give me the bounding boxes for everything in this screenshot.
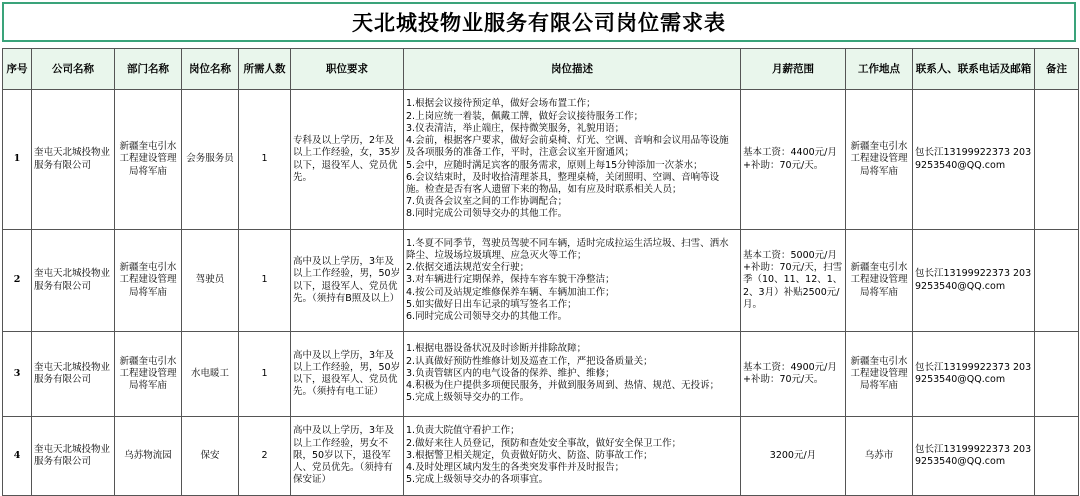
cell-position: 保安 bbox=[182, 417, 239, 496]
list-item: 8.同时完成公司领导交办的其他工作。 bbox=[406, 208, 568, 220]
cell-position: 会务服务员 bbox=[182, 90, 239, 230]
list-item: 2.做好来往人员登记，预防和查处安全事故，做好安全保卫工作； bbox=[406, 437, 682, 449]
list-item: 5.会中，应随时满足宾客的服务需求，原则上每15分钟添加一次茶水； bbox=[406, 159, 703, 171]
list-item: 4.会前，根据客户要求，做好会前桌椅、灯光、空调、音响和会议用品等设施及各项服务的准备工作，平时，注意会议室开窗通风； bbox=[406, 135, 729, 159]
list-item: 5.完成上级领导交办的各项事宜。 bbox=[406, 474, 549, 486]
cell-remark bbox=[1035, 417, 1079, 496]
list-item: 4.积极为住户提供多项便民服务，并做到服务周到、热情、规范、无投诉； bbox=[406, 380, 720, 392]
cell-company: 奎屯天北城投物业服务有限公司 bbox=[32, 417, 115, 496]
list-item: 3.根据警卫相关规定，负责做好防火、防盗、防事故工作； bbox=[406, 449, 653, 461]
header-requirement: 职位要求 bbox=[291, 49, 404, 90]
list-item: 2.上岗应统一着装，佩戴工牌，做好会议接待服务工作； bbox=[406, 110, 644, 122]
cell-description bbox=[404, 90, 741, 230]
cell-department: 新疆奎屯引水工程建设管理局将军庙 bbox=[115, 230, 182, 332]
list-item: 6.同时完成公司领导交办的其他工作。 bbox=[406, 311, 568, 322]
table-row bbox=[3, 332, 1079, 417]
cell-remark bbox=[1035, 90, 1079, 230]
cell-count: 1 bbox=[239, 332, 291, 417]
cell-requirement: 高中及以上学历，3年及以上工作经验，男女不限，50岁以下，退役军人、党员优先。（须持有保安证） bbox=[291, 417, 404, 496]
cell-seq: 4 bbox=[3, 417, 32, 496]
cell-company: 奎屯天北城投物业服务有限公司 bbox=[32, 230, 115, 332]
list-item: 1.根据会议接待预定单，做好会场布置工作； bbox=[406, 98, 596, 110]
header-department: 部门名称 bbox=[115, 49, 182, 90]
header-location: 工作地点 bbox=[846, 49, 913, 90]
list-item: 3.负责管辖区内的电气设备的保养、维护、维修； bbox=[406, 367, 615, 379]
title-banner bbox=[2, 2, 1076, 42]
table-row bbox=[3, 90, 1079, 230]
description-list bbox=[406, 238, 738, 323]
cell-company: 奎屯天北城投物业服务有限公司 bbox=[32, 90, 115, 230]
header-row bbox=[3, 49, 1079, 90]
cell-requirement: 高中及以上学历，3年及以上工作经验，男，50岁以下，退役军人、党员优先。（须持有B照及以上） bbox=[291, 230, 404, 332]
cell-salary: 3200元/月 bbox=[741, 417, 846, 496]
cell-department: 新疆奎屯引水工程建设管理局将军庙 bbox=[115, 332, 182, 417]
cell-count: 1 bbox=[239, 90, 291, 230]
list-item: 3.仪表清洁，举止端庄，保持微笑服务，礼貌用语； bbox=[406, 122, 625, 134]
list-item: 3.对车辆进行定期保养，保持车容车貌干净整洁； bbox=[406, 274, 615, 286]
cell-position: 驾驶员 bbox=[182, 230, 239, 332]
cell-remark bbox=[1035, 332, 1079, 417]
header-salary: 月薪范围 bbox=[741, 49, 846, 90]
list-item: 1.根据电器设备状况及时诊断并排除故障； bbox=[406, 343, 587, 355]
list-item: 7.负责各会议室之间的工作协调配合； bbox=[406, 196, 568, 208]
header-remark: 备注 bbox=[1035, 49, 1079, 90]
list-item: 2.依据交通法规范安全行驶； bbox=[406, 262, 530, 274]
description-list bbox=[406, 343, 738, 404]
header-seq: 序号 bbox=[3, 49, 32, 90]
cell-description bbox=[404, 230, 741, 332]
cell-description bbox=[404, 332, 741, 417]
list-item: 5.完成上级领导交办的工作。 bbox=[406, 392, 530, 404]
description-list bbox=[406, 98, 738, 220]
cell-location: 新疆奎屯引水工程建设管理局将军庙 bbox=[846, 332, 913, 417]
header-contact: 联系人、联系电话及邮箱 bbox=[913, 49, 1035, 90]
job-requirements-table bbox=[2, 48, 1079, 496]
cell-contact: 包长江13199922373 2039253540@QQ.com bbox=[913, 90, 1035, 230]
cell-requirement: 高中及以上学历，3年及以上工作经验，男，50岁以下，退役军人、党员优先。（须持有电工证） bbox=[291, 332, 404, 417]
list-item: 4.及时处理区域内发生的各类突发事件并及时报告； bbox=[406, 462, 625, 474]
cell-salary: 基本工资：4400元/月+补助：70元/天。 bbox=[741, 90, 846, 230]
table-row bbox=[3, 230, 1079, 332]
cell-contact: 包长江13199922373 2039253540@QQ.com bbox=[913, 230, 1035, 332]
cell-company: 奎屯天北城投物业服务有限公司 bbox=[32, 332, 115, 417]
cell-contact: 包长江13199922373 2039253540@QQ.com bbox=[913, 417, 1035, 496]
cell-department: 新疆奎屯引水工程建设管理局将军庙 bbox=[115, 90, 182, 230]
description-list bbox=[406, 425, 738, 486]
cell-seq: 1 bbox=[3, 90, 32, 230]
cell-salary: 基本工资：5000元/月+补助：70元/天，扫雪季（10、11、12、1、2、3月）补贴2500元/月。 bbox=[741, 230, 846, 332]
header-position: 岗位名称 bbox=[182, 49, 239, 90]
cell-seq: 3 bbox=[3, 332, 32, 417]
list-item: 1.冬夏不同季节，驾驶员驾驶不同车辆，适时完成拉运生活垃圾、扫雪、洒水降尘、垃圾场垃圾填埋、应急灭火等工作； bbox=[406, 237, 729, 261]
table-row bbox=[3, 417, 1079, 496]
page-title: 天北城投物业服务有限公司岗位需求表 bbox=[352, 10, 726, 35]
cell-remark bbox=[1035, 230, 1079, 332]
cell-position: 水电暖工 bbox=[182, 332, 239, 417]
list-item: 2.认真做好预防性维修计划及巡查工作，严把设备质量关； bbox=[406, 355, 653, 367]
cell-department: 乌苏物流园 bbox=[115, 417, 182, 496]
cell-requirement: 专科及以上学历，2年及以上工作经验，女，35岁以下，退役军人、党员优先。 bbox=[291, 90, 404, 230]
cell-contact: 包长江13199922373 2039253540@QQ.com bbox=[913, 332, 1035, 417]
list-item: 4.按公司及站规定维修保养车辆、车辆加油工作； bbox=[406, 286, 615, 298]
list-item: 1.负责大院值守看护工作； bbox=[406, 425, 520, 437]
cell-location: 乌苏市 bbox=[846, 417, 913, 496]
cell-location: 新疆奎屯引水工程建设管理局将军庙 bbox=[846, 90, 913, 230]
cell-count: 2 bbox=[239, 417, 291, 496]
cell-location: 新疆奎屯引水工程建设管理局将军庙 bbox=[846, 230, 913, 332]
header-count: 所需人数 bbox=[239, 49, 291, 90]
list-item: 6.会议结束时，及时收拾清理茶具，整理桌椅，关闭照明、空调、音响等设施。检查是否有客人遗留下来的物品，如有应及时联系相关人员； bbox=[406, 171, 720, 195]
list-item: 5.如实做好日出车记录的填写签名工作； bbox=[406, 298, 577, 310]
header-description: 岗位描述 bbox=[404, 49, 741, 90]
header-company: 公司名称 bbox=[32, 49, 115, 90]
cell-count: 1 bbox=[239, 230, 291, 332]
cell-description bbox=[404, 417, 741, 496]
cell-seq: 2 bbox=[3, 230, 32, 332]
cell-salary: 基本工资：4900元/月+补助：70元/天。 bbox=[741, 332, 846, 417]
